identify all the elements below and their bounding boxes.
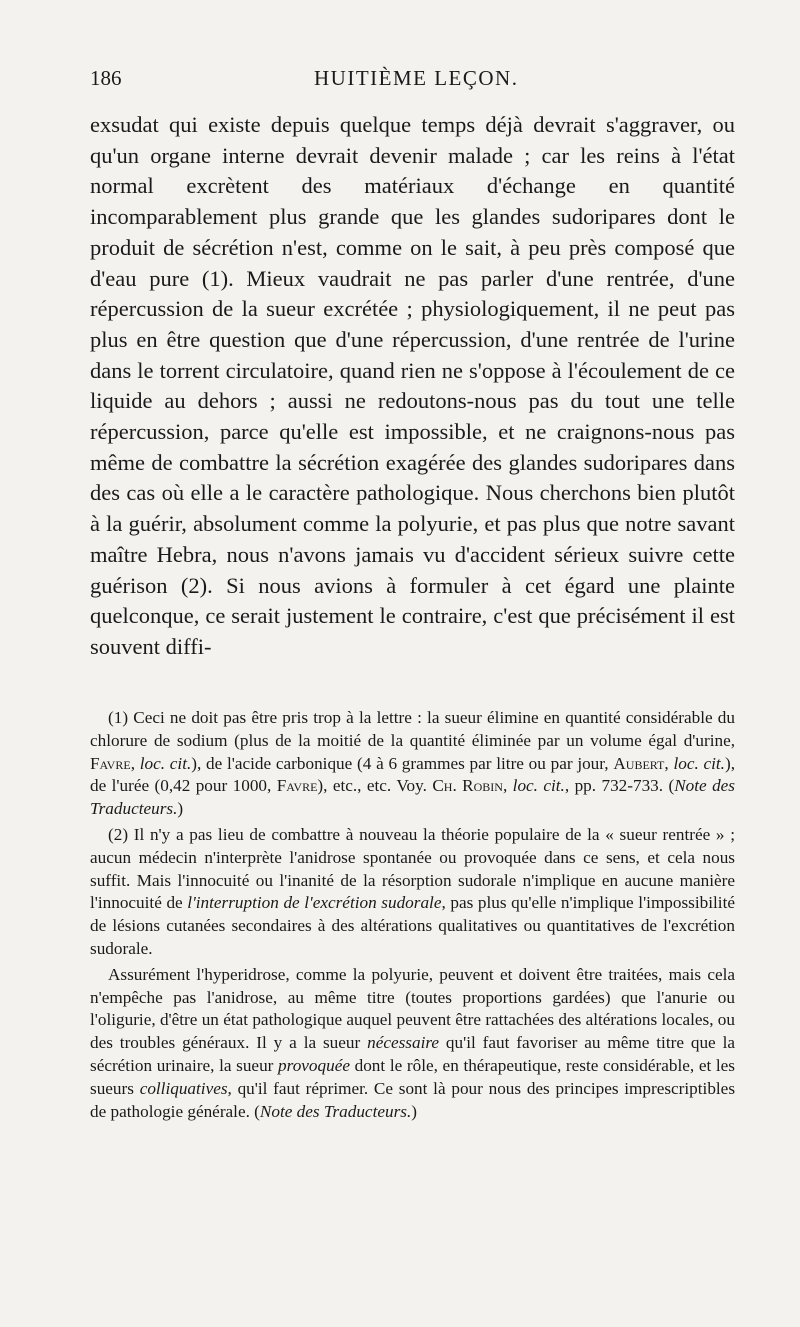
author-robin: Ch. Robin bbox=[432, 776, 503, 796]
footnotes bbox=[90, 707, 735, 1126]
page-number: 186 bbox=[90, 66, 122, 90]
author-favre: Favre bbox=[276, 776, 318, 796]
footnote-1: (1) Ceci ne doit pas être pris trop à la lettre : la sueur élimine en quantité considérable du chlorure de sodium (plus de la moitié de la quantité éliminée par un volume égal d'urine, Favre, loc. cit.), de l'acide carbonique (4 à 6 grammes par litre ou par jour, Aubert, loc. cit.), de l'urée (0,42 pour 1000, Favre), etc., etc. Voy. Ch. Robin, loc. cit., pp. 732-733. (Note des Traducteurs.) bbox=[90, 708, 736, 819]
page-header bbox=[90, 66, 740, 96]
running-title: HUITIÈME LEÇON. bbox=[314, 66, 519, 90]
footnote-2-continuation: Assurément l'hyperidrose, comme la polyurie, peuvent et doivent être traitées, mais cela n'empêche pas l'anidrose, au même titre (toutes proportions gardées) que l'anurie ou l'oligurie, d'être un état pathologique auquel peuvent être rattachées des altérations locales, ou des troubles généraux. Il y a la sueur nécessaire qu'il faut favoriser au même titre que la sécrétion urinaire, la sueur provoquée dont le rôle, en thérapeutique, reste considérable, et les sueurs colliquatives, qu'il faut réprimer. Ce sont là pour nous des principes imprescriptibles de pathologie générale. (Note des Traducteurs.) bbox=[90, 964, 736, 1121]
footnote-2: (2) Il n'y a pas lieu de combattre à nouveau la théorie populaire de la « sueur rentrée » ; aucun médecin n'interprète l'anidrose spontanée ou provoquée dans ce sens, et cela nous suffit. Mais l'innocuité ou l'inanité de la résorption sudorale n'implique en aucune manière l'innocuité de l'interruption de l'excrétion sudorale, pas plus qu'elle n'implique l'impossibilité de lésions cutanées secondaires à des altérations qualitatives ou quantitatives de l'excrétion sudorale. bbox=[90, 824, 735, 958]
translators-note: Note des Traducteurs. bbox=[90, 776, 735, 819]
main-text bbox=[90, 110, 735, 663]
author-favre: Favre bbox=[90, 753, 131, 773]
body-paragraph: exsudat qui existe depuis quelque temps déjà devrait s'aggraver, ou qu'un organe interne devrait devenir malade ; car les reins à l'état normal excrètent des matériaux d'échange en quantité incomparablement plus grande que les glandes sudoripares dont le produit de sécrétion n'est, comme on le sait, à peu près composé que d'eau pure (1). Mieux vaudrait ne pas parler d'une rentrée, d'une répercussion de la sueur excrétée ; physiologiquement, il ne peut pas plus en être question que d'une répercussion, d'une rentrée de l'urine dans le torrent circulatoire, quand rien ne s'oppose à l'écoulement de ce liquide au dehors ; aussi ne redoutons-nous pas du tout une telle répercussion, parce qu'elle est impossible, et ne craignons-nous pas même de combattre la sécrétion exagérée des glandes sudoripares dans des cas où elle a le caractère pathologique. Nous cherchons bien plutôt à la guérir, absolument comme la polyurie, et pas plus que notre savant maître Hebra, nous n'avons jamais vu d'accident sérieux suivre cette guérison (2). Si nous avions à formuler à cet égard une plainte quelconque, ce serait justement le contraire, c'est que précisément il est souvent diffi- bbox=[90, 112, 735, 659]
translators-note: Note des Traducteurs. bbox=[259, 1101, 412, 1121]
author-aubert: Aubert bbox=[613, 753, 665, 773]
